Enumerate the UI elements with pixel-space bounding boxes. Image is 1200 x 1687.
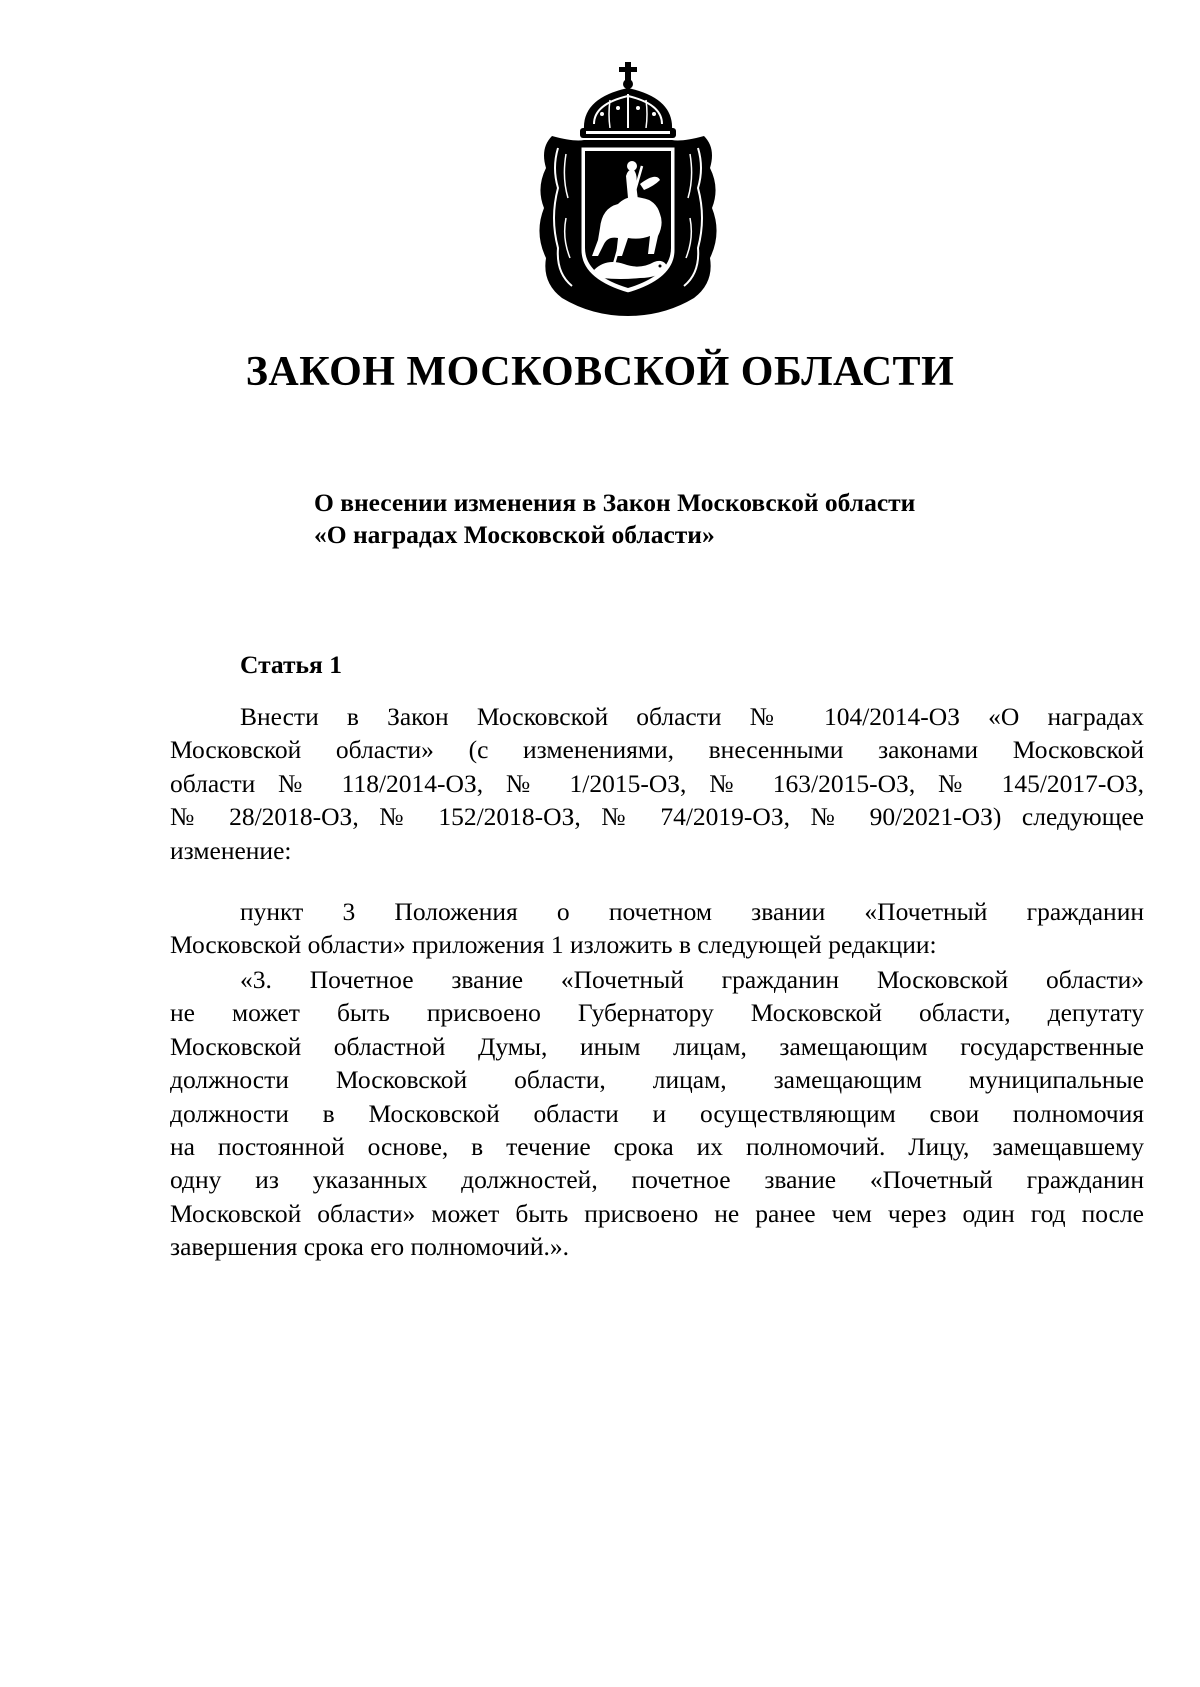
paragraph-line: «3. Почетное звание «Почетный гражданин Московской области» xyxy=(240,965,1144,994)
article-paragraph-new-wording xyxy=(170,963,1144,1264)
law-title: ЗАКОН МОСКОВСКОЙ ОБЛАСТИ xyxy=(245,349,955,395)
paragraph-line: одну из указанных должностей, почетное звание «Почетный гражданин xyxy=(170,1165,1144,1195)
paragraph-line: должности в Московской области и осуществляющим свои полномочия xyxy=(170,1098,1144,1128)
article-heading: Статья 1 xyxy=(240,650,342,679)
paragraph-line: области № 118/2014-ОЗ, № 1/2015-ОЗ, № 163/2015-ОЗ, № 145/2017-ОЗ, xyxy=(170,768,1144,798)
paragraph-line: Московской области» приложения 1 изложить в следующей редакции: xyxy=(170,930,937,960)
paragraph-line: пункт 3 Положения о почетном звании «Почетный гражданин xyxy=(240,897,1144,926)
article-paragraph-point xyxy=(170,895,1144,962)
law-subject-line: «О наградах Московской области» xyxy=(314,520,715,549)
paragraph-line: завершения срока его полномочий.». xyxy=(170,1232,570,1262)
coat-of-arms-icon xyxy=(532,58,724,320)
article-paragraph-amendment xyxy=(170,700,1144,867)
paragraph-line: на постоянной основе, в течение срока их полномочий. Лицу, замещавшему xyxy=(170,1132,1144,1162)
paragraph-line: Московской области» (с изменениями, внесенными законами Московской xyxy=(170,735,1144,765)
paragraph-line: № 28/2018-ОЗ, № 152/2018-ОЗ, № 74/2019-ОЗ, № 90/2021-ОЗ) следующее xyxy=(170,802,1144,832)
paragraph-line: Внести в Закон Московской области № 104/2014-ОЗ «О наградах xyxy=(240,702,1144,731)
paragraph-line: не может быть присвоено Губернатору Московской области, депутату xyxy=(170,998,1144,1028)
law-subject-line: О внесении изменения в Закон Московской области xyxy=(314,488,916,517)
paragraph-line: изменение: xyxy=(170,835,292,865)
law-subject xyxy=(314,487,1074,551)
paragraph-line: должности Московской области, лицам, замещающим муниципальные xyxy=(170,1065,1144,1095)
paragraph-line: Московской областной Думы, иным лицам, замещающим государственные xyxy=(170,1031,1144,1061)
paragraph-line: Московской области» может быть присвоено не ранее чем через один год после xyxy=(170,1198,1144,1228)
